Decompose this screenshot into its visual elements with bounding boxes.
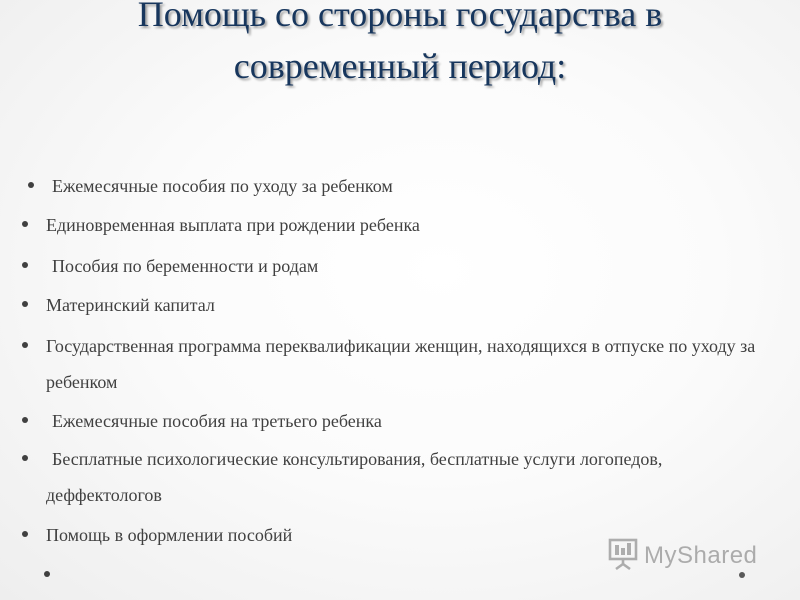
bullet-text-4: Материнский капитал [46, 295, 215, 315]
bullet-text-6: Ежемесячные пособия на третьего ребенка [52, 411, 382, 431]
bullet-text-5: Государственная программа переквалификации женщин, находящихся в отпуске по уходу за ребенком [46, 336, 756, 392]
bullet-item-4 [46, 287, 756, 323]
myshared-watermark [606, 536, 757, 576]
bullet-text-1: Ежемесячные пособия по уходу за ребенком [52, 176, 393, 196]
watermark-text: MyShared [644, 542, 758, 569]
bullet-item-1 [46, 168, 756, 204]
presentation-board-icon [606, 537, 640, 576]
bullet-text-3: Пособия по беременности и родам [52, 256, 319, 276]
bullet-text-7: Бесплатные психологические консультирования, бесплатные услуги логопедов, деффектологов [46, 449, 663, 505]
bullet-item-5 [46, 328, 756, 400]
bullet-text-2: Единовременная выплата при рождении ребенка [46, 215, 420, 235]
bullet-item-6 [46, 403, 756, 439]
title-line-2: современный период: [233, 46, 567, 86]
bullet-item-2 [46, 207, 756, 243]
bullet-item-7 [46, 441, 756, 513]
title-line-1: Помощь со стороны государства в [137, 0, 663, 34]
corner-bullet-dot [739, 572, 745, 578]
bullet-text-8: Помощь в оформлении пособий [46, 525, 293, 545]
bullet-item-3 [46, 248, 756, 284]
